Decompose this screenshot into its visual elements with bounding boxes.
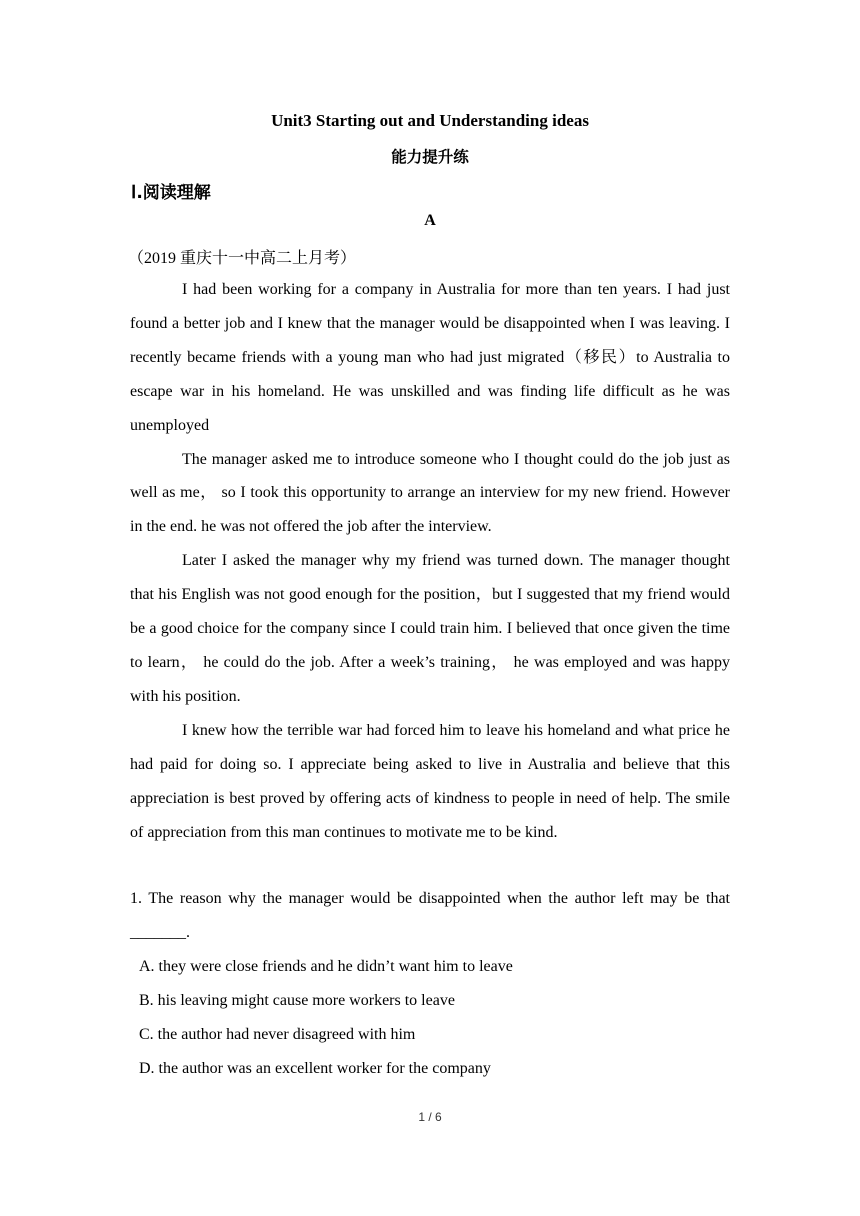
part-label: A — [424, 212, 436, 229]
question-option-b: B. his leaving might cause more workers to leave — [139, 991, 455, 1009]
section-heading — [131, 178, 211, 203]
source-note: （2019 重庆十一中高二上月考） — [128, 250, 357, 267]
question-1 — [130, 882, 730, 1085]
section-numeral: Ⅰ — [131, 182, 137, 202]
document-subtitle: 能力提升练 — [391, 148, 469, 166]
passage-paragraph: The manager asked me to introduce someone who I thought could do the job just as well as me， so I took this opportunity to arrange an interview for my new friend. However in the end. he was not offered the job after the interview. — [130, 450, 730, 536]
reading-passage — [130, 273, 730, 849]
passage-paragraph: I had been working for a company in Australia for more than ten years. I had just found a better job and I knew that the manager would be disappointed when I was leaving. I recently became friends with a young man who had just migrated（移民）to Australia to escape war in his homeland. He was unskilled and was finding life difficult as he was unemployed — [130, 281, 730, 434]
question-stem: 1. The reason why the manager would be disappointed when the author left may be that _______. — [130, 890, 730, 941]
question-option-c: C. the author had never disagreed with him — [139, 1025, 416, 1043]
section-label: .阅读理解 — [136, 183, 211, 203]
passage-paragraph: I knew how the terrible war had forced him to leave his homeland and what price he had paid for doing so. I appreciate being asked to live in Australia and believe that this appreciation is best proved by offering acts of kindness to people in need of help. The smile of appreciation from this man continues to motivate me to be kind. — [130, 721, 730, 841]
question-option-d: D. the author was an excellent worker for the company — [139, 1059, 491, 1077]
page-number: 1 / 6 — [418, 1110, 442, 1124]
passage-paragraph: Later I asked the manager why my friend was turned down. The manager thought that his English was not good enough for the position，but I suggested that my friend would be a good choice for the company since I could train him. I believed that once given the time to learn， he could do the job. After a week’s training， he was employed and was happy with his position. — [130, 552, 730, 705]
document-title: Unit3 Starting out and Understanding ideas — [271, 111, 589, 130]
question-option-a: A. they were close friends and he didn’t want him to leave — [139, 957, 513, 975]
